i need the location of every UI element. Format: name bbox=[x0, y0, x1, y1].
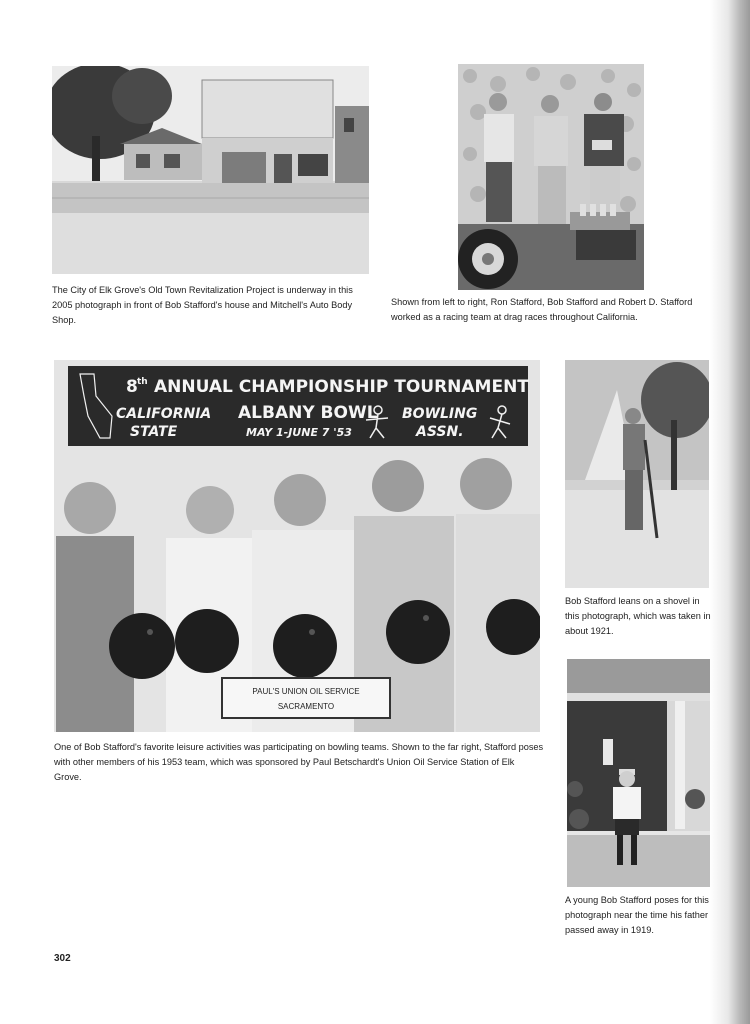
page-edge-shadow bbox=[710, 0, 750, 1024]
banner-right-line2: ASSN. bbox=[416, 424, 464, 440]
banner-title: ANNUAL CHAMPIONSHIP TOURNAMENT bbox=[154, 377, 529, 397]
shovel-photo bbox=[565, 360, 709, 588]
street-photo bbox=[52, 66, 369, 274]
sponsor-sign-line2: SACRAMENTO bbox=[277, 702, 335, 711]
banner-left-line2: STATE bbox=[130, 424, 178, 440]
banner-center-line2: MAY 1-JUNE 7 '53 bbox=[246, 426, 352, 439]
sponsor-sign-line1: PAUL'S UNION OIL SERVICE bbox=[252, 687, 360, 696]
banner-left-line1: CALIFORNIA bbox=[116, 406, 212, 422]
street-photo-caption: The City of Elk Grove's Old Town Revitalization Project is underway in this 2005 photograph in front of Bob Stafford's house and Mitchell's Auto Body Shop. bbox=[52, 285, 353, 325]
young-bob-photo bbox=[567, 659, 710, 887]
page-number: 302 bbox=[54, 953, 71, 964]
shovel-photo-caption: Bob Stafford leans on a shovel in this photograph, which was taken in about 1921. bbox=[565, 596, 711, 636]
banner-right-line1: BOWLING bbox=[402, 406, 478, 422]
racing-team-caption: Shown from left to right, Ron Stafford, Bob Stafford and Robert D. Stafford worked as a racing team at drag races throughout California. bbox=[391, 297, 693, 322]
banner-center-line1: ALBANY BOWL bbox=[238, 403, 378, 423]
bowling-team-caption: One of Bob Stafford's favorite leisure activities was participating on bowling teams. Shown to the far right, Stafford poses with other members of his 1953 team, which was sponsored by Paul Betschardt's Union Oil Service Station of Elk Grove. bbox=[54, 742, 544, 782]
sponsor-sign bbox=[222, 678, 390, 718]
racing-team-photo bbox=[458, 64, 644, 290]
banner-number: 8 bbox=[126, 377, 138, 397]
bowling-team-photo bbox=[54, 360, 540, 732]
banner-superscript: th bbox=[137, 377, 148, 387]
young-bob-caption: A young Bob Stafford poses for this photograph near the time his father passed away in 1919. bbox=[565, 895, 709, 935]
